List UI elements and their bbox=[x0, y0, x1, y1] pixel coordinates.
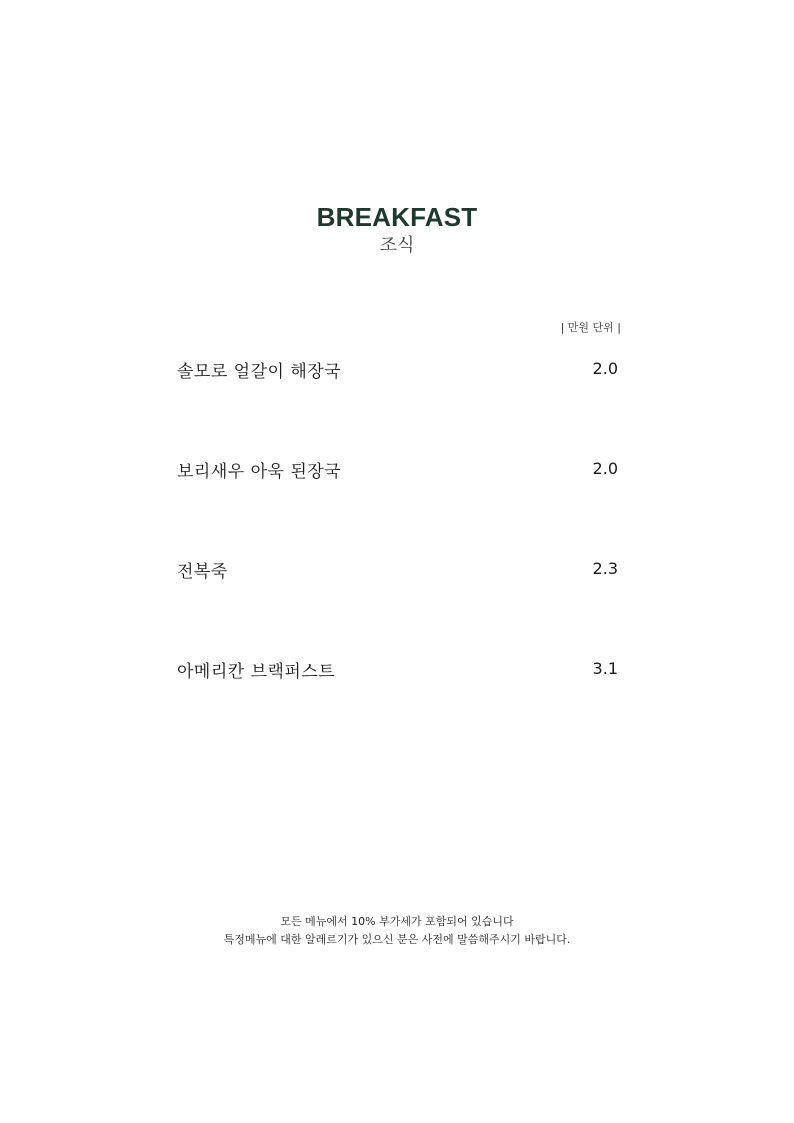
vat-notice: 모든 메뉴에서 10% 부가세가 포함되어 있습니다 bbox=[280, 915, 514, 928]
menu-item-price: 2.0 bbox=[592, 359, 618, 378]
page-title: BREAKFAST bbox=[316, 202, 478, 232]
menu-item bbox=[177, 655, 618, 755]
menu-item bbox=[177, 455, 618, 555]
price-unit-note: | 만원 단위 | bbox=[560, 321, 621, 334]
allergy-notice: 특정메뉴에 대한 알레르기가 있으신 분은 사전에 말씀해주시기 바랍니다. bbox=[223, 933, 571, 946]
page-subtitle: 조식 bbox=[379, 235, 415, 256]
menu-item bbox=[177, 355, 618, 455]
menu-item-name: 보리새우 아욱 된장국 bbox=[177, 462, 342, 482]
footer-notes bbox=[0, 913, 794, 949]
menu-item-price: 2.3 bbox=[592, 559, 618, 578]
menu-item-name: 솔모로 얼갈이 해장국 bbox=[177, 362, 342, 382]
menu-item bbox=[177, 555, 618, 655]
menu-header bbox=[0, 200, 794, 258]
menu-item-price: 2.0 bbox=[592, 459, 618, 478]
menu-item-name: 아메리칸 브랙퍼스트 bbox=[177, 662, 336, 682]
menu-item-name: 전복죽 bbox=[177, 562, 228, 582]
menu-item-price: 3.1 bbox=[592, 659, 618, 678]
menu-list bbox=[177, 355, 618, 755]
